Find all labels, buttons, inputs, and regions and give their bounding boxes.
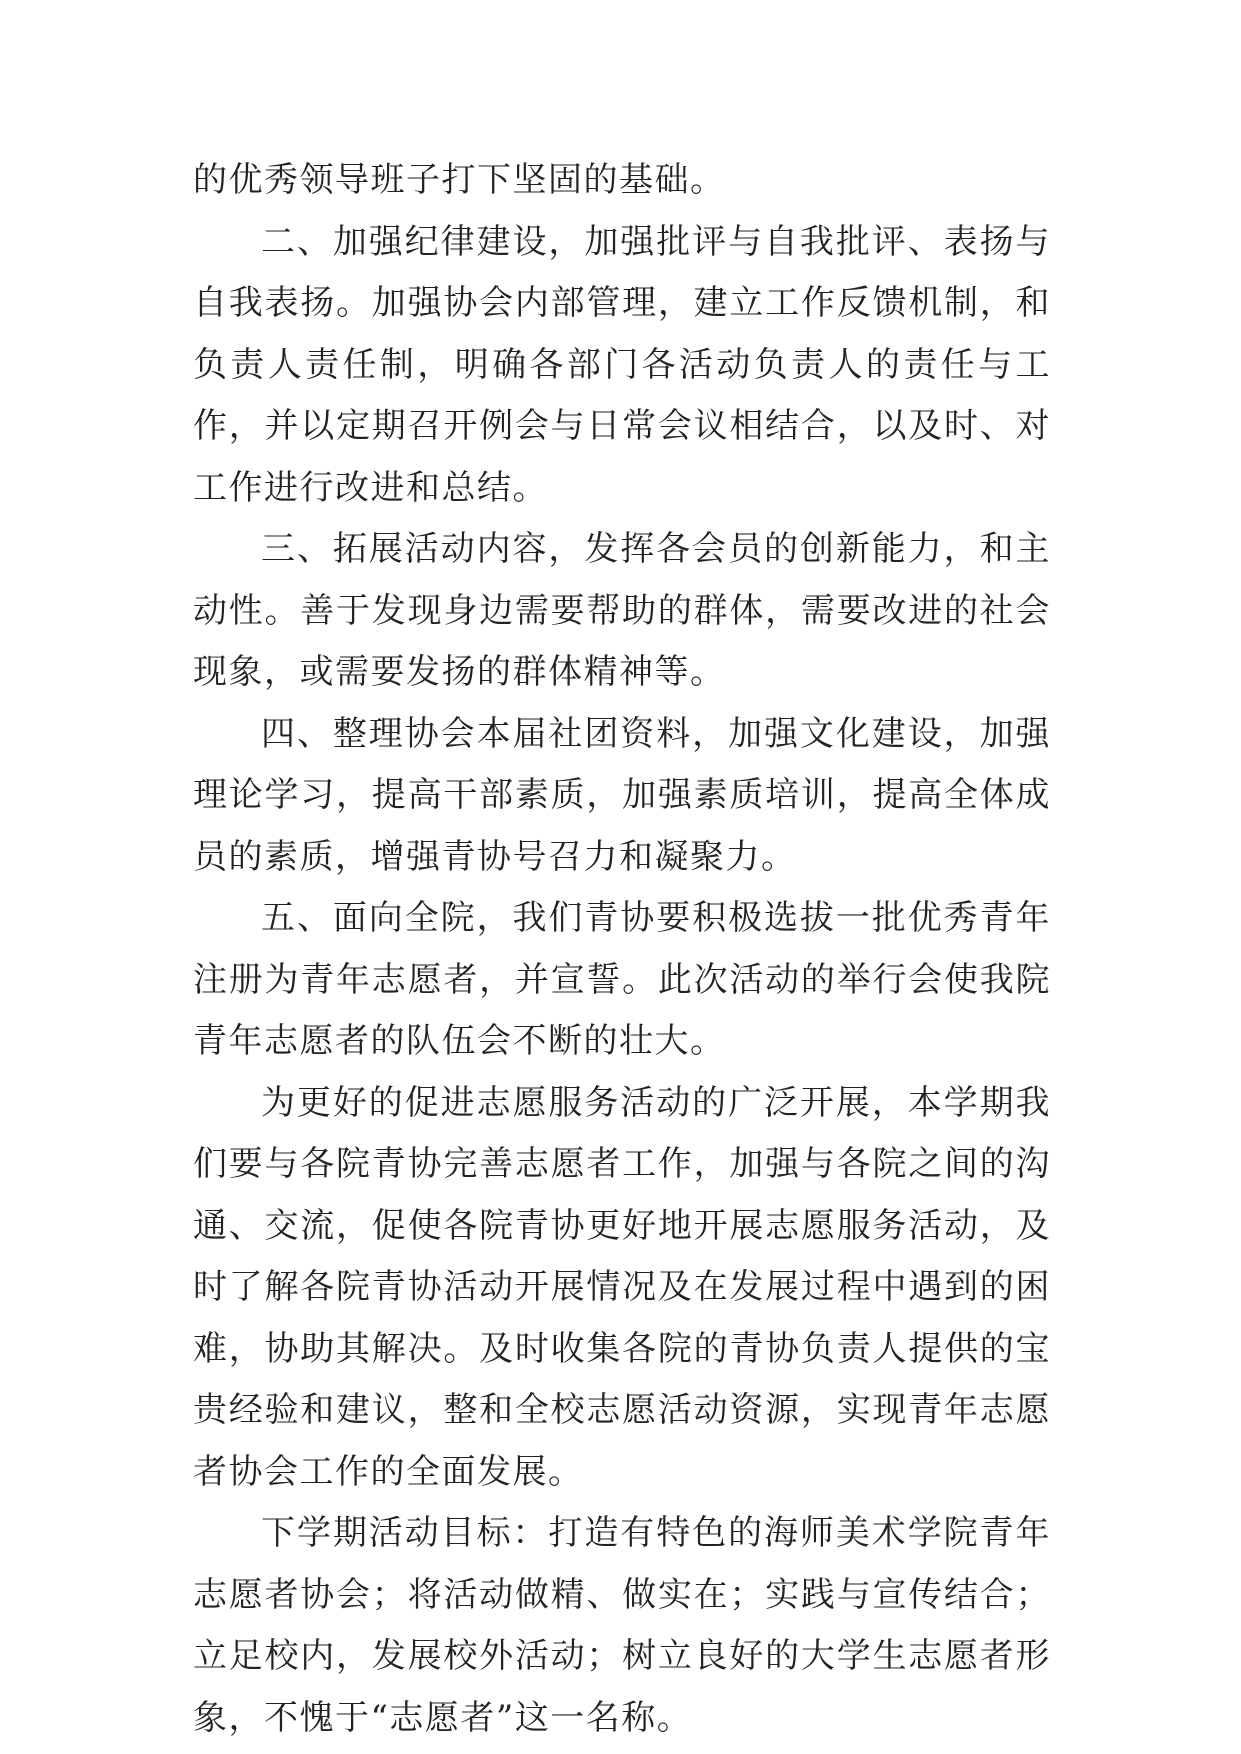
- paragraph-continuation: 的优秀领导班子打下坚固的基础。: [193, 160, 726, 200]
- paragraph-activities: 三、拓展活动内容，发挥各会员的创新能力，和主动性。善于发现身边需要帮助的群体，需要改进的社会现象，或需要发扬的群体精神等。: [193, 529, 1051, 692]
- paragraph-discipline: 二、加强纪律建设，加强批评与自我批评、表扬与自我表扬。加强协会内部管理，建立工作反馈机制，和负责人责任制，明确各部门各活动负责人的责任与工作，并以定期召开例会与日常会议相结合，以及时、对工作进行改进和总结。: [193, 221, 1051, 508]
- document-body: [193, 150, 1051, 1749]
- paragraph-cooperation: 为更好的促进志愿服务活动的广泛开展，本学期我们要与各院青协完善志愿者工作，加强与各院之间的沟通、交流，促使各院青协更好地开展志愿服务活动，及时了解各院青协活动开展情况及在发展过程中遇到的困难，协助其解决。及时收集各院的青协负责人提供的宝贵经验和建议，整和全校志愿活动资源，实现青年志愿者协会工作的全面发展。: [193, 1082, 1051, 1492]
- paragraph-goals: 下学期活动目标：打造有特色的海师美术学院青年志愿者协会；将活动做精、做实在；实践与宣传结合；立足校内，发展校外活动；树立良好的大学生志愿者形象，不愧于“志愿者”这一名称。: [193, 1513, 1051, 1738]
- paragraph-records: 四、整理协会本届社团资料，加强文化建设，加强理论学习，提高干部素质，加强素质培训，提高全体成员的素质，增强青协号召力和凝聚力。: [193, 713, 1051, 877]
- paragraph-volunteers: 五、面向全院，我们青协要积极选拔一批优秀青年注册为青年志愿者，并宣誓。此次活动的举行会使我院青年志愿者的队伍会不断的壮大。: [193, 898, 1051, 1061]
